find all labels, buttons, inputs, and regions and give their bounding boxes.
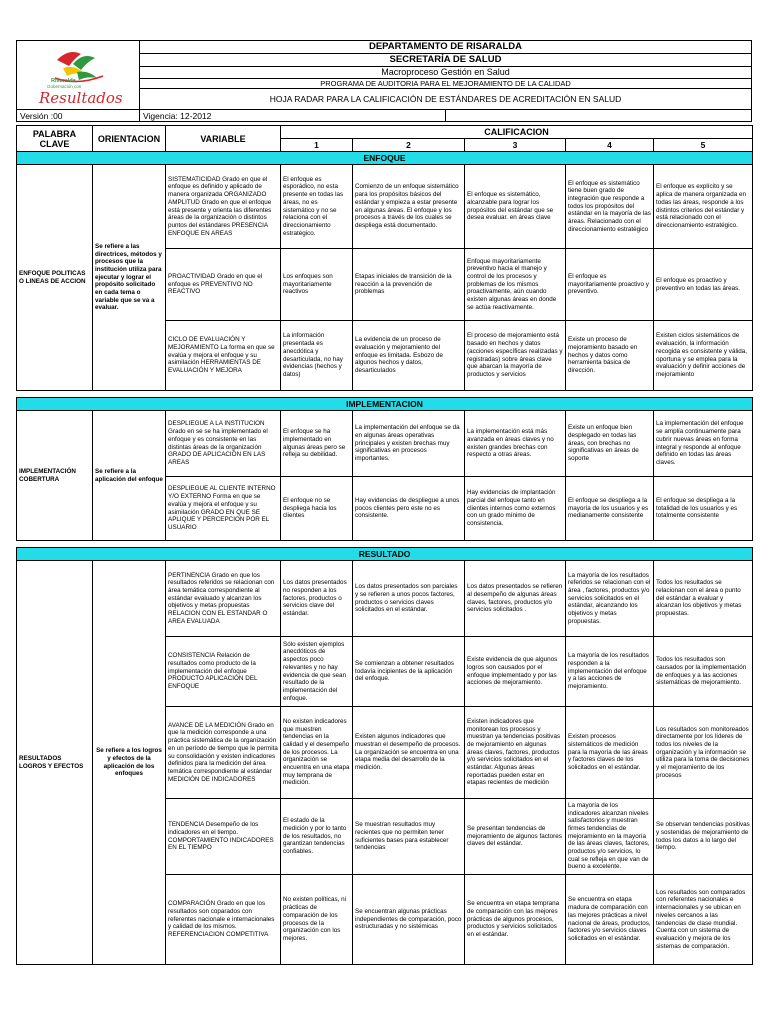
col-palabra-clave: PALABRA CLAVE — [17, 126, 93, 152]
score-1: 1 — [281, 139, 353, 152]
score-2: 2 — [353, 139, 465, 152]
table-row — [17, 165, 753, 249]
score-cell: Los enfoques son mayoritariamente reactivos — [281, 249, 353, 321]
keyword-resultado: RESULTADOS LOGROS Y EFECTOS — [17, 561, 93, 965]
score-cell: La implementación está más avanzada en áreas claves y no existen grandes brechas con respecto a otras áreas. — [465, 411, 566, 477]
score-5: 5 — [654, 139, 753, 152]
col-variable: VARIABLE — [166, 126, 281, 152]
variable-cell: PROACTIVIDAD Grado en que el enfoque es PREVENTIVO NO REACTIVO — [166, 249, 281, 321]
table-row — [17, 411, 753, 477]
logo-brand-text: Resultados — [39, 89, 123, 107]
score-cell: Se observan tendencias positivas y sostenidas de mejoramiento de todos los datos a lo largo del tiempo. — [654, 799, 753, 875]
score-cell: El enfoque se despliega a la mayoría de los usuarios y es medianamente consistente — [566, 477, 654, 541]
logo-text-mid: Gobernación con — [47, 84, 82, 89]
score-cell: Los resultados son comparados con referentes nacionales e internacionales y se ubican en niveles cercanos a las tendencias de clase mundial. Cuenta con un sistema de evaluación y mejora de los sistemas de comparación. — [654, 875, 753, 965]
score-cell: Todos los resultados se relacionan con el área o punto del estándar a evaluar y alcanzan los objetivos y metas propuestas. — [654, 561, 753, 637]
variable-cell: CONSISTENCIA Relación de resultados como producto de la implementación del enfoque PRODUCTO APLICACIÓN DEL ENFOQUE — [166, 637, 281, 707]
score-cell: El enfoque es mayoritariamente proactivo y preventivo. — [566, 249, 654, 321]
score-cell: Existe un proceso de mejoramiento basado en hechos y datos como herramienta básica de dirección. — [566, 321, 654, 391]
score-cell: La información presentada es anecdótica y desarticulada, no hay evidencias (hechos y datos) — [281, 321, 353, 391]
score-cell: El estado de la medición y por lo tanto de los resultados, no garantizan tendencias confiables. — [281, 799, 353, 875]
score-cell: El enfoque es sistemático, alcanzable para lograr los propósitos del estándar que se desea evaluar. en áreas clave — [465, 165, 566, 249]
score-cell: El enfoque es proactivo y preventivo en todas las áreas. — [654, 249, 753, 321]
department-title: DEPARTAMENTO DE RISARALDA — [140, 41, 752, 54]
score-cell: Todos los resultados son causados por la implementación de enfoques y a las acciones sistemáticas de mejoramiento. — [654, 637, 753, 707]
col-orientacion: ORIENTACION — [93, 126, 166, 152]
score-cell: Los datos presentados se refieren al desempeño de algunas áreas claves, factores, productos y/o servicios solicitados . — [465, 561, 566, 637]
score-cell: Se encuentran algunas prácticas independientes de comparación, poco estructuradas y no sistémicas — [353, 875, 465, 965]
score-cell: El enfoque es explícito y se aplica de manera organizada en todas las áreas, responde a los distintos criterios del estándar y está relacionado con el direccionamiento estratégico. — [654, 165, 753, 249]
col-calificacion: CALIFICACION — [281, 126, 753, 139]
variable-cell: COMPARACIÓN Grado en que los resultados son coparados con referentes nacionale e internacionales y calidad de los mismos. REFERENCIACION COMPETITIVA — [166, 875, 281, 965]
score-cell: La mayoría de los indicadores alcanzan niveles satisfactorios y muestran firmes tendencias de mejoramiento en la mayoría de las áreas claves, factores, productos y/o servicios, lo cual se refleja en que van de bueno a excelente. — [566, 799, 654, 875]
section-resultado: RESULTADO — [17, 548, 753, 561]
score-cell: El enfoque no se despliega hacia los clientes — [281, 477, 353, 541]
variable-cell: TENDENCIA Desempeño de los indicadores en el tiempo. COMPORTAMIENTO INDICADORES EN EL TIEMPO — [166, 799, 281, 875]
score-cell: Los resultados son monitoreados directamente por los líderes de todos los niveles de la organización y la información se utiliza para la toma de decisiones y el mejoramiento de los procesos — [654, 707, 753, 799]
score-cell: Existen indicadores que monitorean los procesos y muestran ya tendencias positivas de mejoramiento en algunas áreas claves, factores, productos y/o servicios solicitados en el estándar. Algunas áreas reportadas pueden estar en etapas recientes de medición — [465, 707, 566, 799]
logo-cell — [17, 41, 140, 110]
table-row — [17, 561, 753, 637]
score-cell: El enfoque se ha implementado en algunas áreas pero se refleja su debilidad. — [281, 411, 353, 477]
score-cell: Se comienzan a obtener resultados todavía incipientes de la aplicación del enfoque. — [353, 637, 465, 707]
section-implementacion: IMPLEMENTACION — [17, 398, 753, 411]
version-label: Versión :00 — [17, 110, 140, 122]
score-cell: Existen algunos indicadores que muestran el desempeño de procesos. La organización se encuentra en una etapa media del desarrollo de la medición. — [353, 707, 465, 799]
score-cell: Se muestran resultados muy recientes que no permiten tener suficientes bases para establecer tendencias — [353, 799, 465, 875]
score-cell: Existe evidencia de que algunos logros son causados por el enfoque implementado y por las acciones de mejoramiento. — [465, 637, 566, 707]
keyword-implementacion: IMPLEMENTACIÓN COBERTURA — [17, 411, 93, 541]
score-cell: La evidencia de un proceso de evaluación y mejoramiento del enfoque es limitada. Esbozo de algunos hechos y datos, desarticulados — [353, 321, 465, 391]
score-cell: Enfoque mayoritariamente preventivo hacia el manejo y control de los procesos y problemas de los mismos proactivamente, aún cuando existen algunas áreas en donde se actúa reactivamente. — [465, 249, 566, 321]
variable-cell: DESPLIEGUE A LA INSTITUCION Grado en se se ha implementado el enfoque y es consistente en las distintas áreas de la organización GRADO DE APLICACIÓN EN LAS AREAS — [166, 411, 281, 477]
score-cell: El enfoque es sistemático tiene buen grado de integración que responde a todos los propósitos del estándar en la mayoría de las áreas. Relacionado con el direccionamiento estratégico — [566, 165, 654, 249]
variable-cell: DESPLIEGUE AL CLIENTE INTERNO Y/O EXTERNO Forma en que se evalúa y mejora el enfoque y su asimilación GRADO EN QUE SE APLIQUE Y PERCEPCION POR EL USUARIO — [166, 477, 281, 541]
section-enfoque: ENFOQUE — [17, 152, 753, 165]
score-cell: La implementación del enfoque se da en algunas áreas operativas principales y existen brechas muy significativas en procesos importantes. — [353, 411, 465, 477]
score-3: 3 — [465, 139, 566, 152]
score-cell: La implementación del enfoque se amplía continuamente para cubrir nuevas áreas en forma integral y responde al enfoque definido en todas las áreas claves. — [654, 411, 753, 477]
score-cell: Se encuentra en etapa madura de comparación con las mejores prácticas a nivel nacional de áreas, productos, factores y/o servicios claves solicitados en el estándar. — [566, 875, 654, 965]
blank-cell — [446, 110, 752, 122]
score-cell: Hay evidencias de implantación parcial del enfoque tanto en clientes internos como externos con un grado mínimo de consistencia. — [465, 477, 566, 541]
score-cell: El proceso de mejoramiento está basado en hechos y datos (acciones específicas realizadas y registradas) sobre áreas clave que abarcan la mayoría de productos y servicios — [465, 321, 566, 391]
score-cell: Comienzo de un enfoque sistemático para los propósitos básicos del estándar y empieza a estar presente en algunas áreas. El enfoque y los procesos a través de los cuales se despliega está documentado. — [353, 165, 465, 249]
score-cell: La mayoría de los resultados referidos se relacionan con el área , factores, productos y/o servicios solicitados en el estándar, alcanzando los objetivos y metas propuestas. — [566, 561, 654, 637]
score-cell: Existen ciclos sistemáticos de evaluación, la información recogida es consistente y válida, oportuna y se emplea para la evaluación y definir acciones de mejoramiento — [654, 321, 753, 391]
document-header — [16, 40, 752, 122]
document-page — [16, 40, 752, 965]
orientacion-enfoque: Se refiere a las directrices, métodos y procesos que la institución utiliza para ejecutar y lograr el propósito solicitado en cada tema o variable que se va a evaluar. — [93, 165, 166, 391]
score-cell: Existen procesos sistemáticos de medición para la mayoría de las áreas y factores claves de los solicitados en el estándar. — [566, 707, 654, 799]
score-cell: La mayoría de los resultados responden a la implementación del enfoque y a las acciones de mejoramiento. — [566, 637, 654, 707]
score-cell: Los datos presentados son parciales y se refieren a unos pocos factores, productos o servicios claves solicitados en el estándar. — [353, 561, 465, 637]
score-cell: No existen indicadores que muestren tendencias en la calidad y el desempeño de los procesos. La organización se encuentra en una etapa muy temprana de medición. — [281, 707, 353, 799]
variable-cell: PERTINENCIA Grado en que los resultados referidos se relacionan con área temática correspondiente al estándar evaluado y alcanzan los objetivos y metas propuestas RELACION CON EL ESTANDAR O AREA EVALUADA — [166, 561, 281, 637]
score-cell: Los datos presentados no responden a los factores, productos o servicios clave del estándar. — [281, 561, 353, 637]
logo-text-top: Risaralda — [51, 78, 76, 84]
score-cell: El enfoque es esporádico, no esta presente en todas las áreas, no es sistemático y no se relaciona con el direccionamiento estratégico. — [281, 165, 353, 249]
programa-title: PROGRAMA DE AUDITORIA PARA EL MEJORAMIENTO DE LA CALIDAD — [140, 79, 752, 89]
variable-cell: AVANCE DE LA MEDICIÓN Grado en que la medición corresponde a una práctica sistemática de la organización en un período de tiempo que le permita su consolidación y existen indicadores definidos para la medición del área temática correspondiente al estándar MEDICIÓN DE INDICADORES — [166, 707, 281, 799]
score-cell: Se encuentra en etapa temprana de comparación con las mejores prácticas de algunos procesos, productos y servicios solicitados en el estándar. — [465, 875, 566, 965]
keyword-enfoque: ENFOQUE POLITICAS O LINEAS DE ACCION — [17, 165, 93, 391]
score-cell: Hay evidencias de despliegue a unos pocos clientes pero este no es consistente. — [353, 477, 465, 541]
hoja-title: HOJA RADAR PARA LA CALIFICACIÓN DE ESTÁNDARES DE ACREDITACIÓN EN SALUD — [140, 89, 752, 110]
secretaria-title: SECRETARÍA DE SALUD — [140, 54, 752, 67]
radar-table — [16, 125, 753, 965]
macroproceso-title: Macroproceso Gestión en Salud — [140, 67, 752, 79]
score-4: 4 — [566, 139, 654, 152]
variable-cell: SISTEMATICIDAD Grado en que el enfoque es definido y aplicado de manera organizada ORGANIZADO AMPLITUD Grado en que el enfoque está presente y orienta las diferentes áreas de la organización o distintos puntos del estándares PRESENCIA ENFOQUE EN AREAS — [166, 165, 281, 249]
orientacion-resultado: Se refiere a los logros y efectos de la aplicación de los enfoques — [93, 561, 166, 965]
score-cell: Etapas iniciales de transición de la reacción a la prevención de problemas — [353, 249, 465, 321]
score-cell: El enfoque se despliega a la totalidad de los usuarios y es totalmente consistente — [654, 477, 753, 541]
gobernacion-logo — [17, 42, 139, 108]
vigencia-label: Vigencia: 12-2012 — [140, 110, 446, 122]
score-cell: Existe un enfoque bien desplegado en todas las áreas, con brechas no significativas en áreas de soporte — [566, 411, 654, 477]
score-cell: Se presentan tendencias de mejoramiento de algunos factores claves del estándar. — [465, 799, 566, 875]
score-cell: No existen políticas, ni prácticas de comparación de los procesos de la organización con los mejores. — [281, 875, 353, 965]
orientacion-implementacion: Se refiere a la aplicación del enfoque — [93, 411, 166, 541]
score-cell: Sólo existen ejemplos anecdóticos de aspectos poco relevantes y no hay evidencia de que sean resultado de la implementación del enfoque. — [281, 637, 353, 707]
variable-cell: CICLO DE EVALUACIÓN Y MEJORAMIENTO La forma en que se evalúa y mejora el enfoque y su asimilación HERRAMIENTAS DE EVALUACIÓN Y MEJORA — [166, 321, 281, 391]
